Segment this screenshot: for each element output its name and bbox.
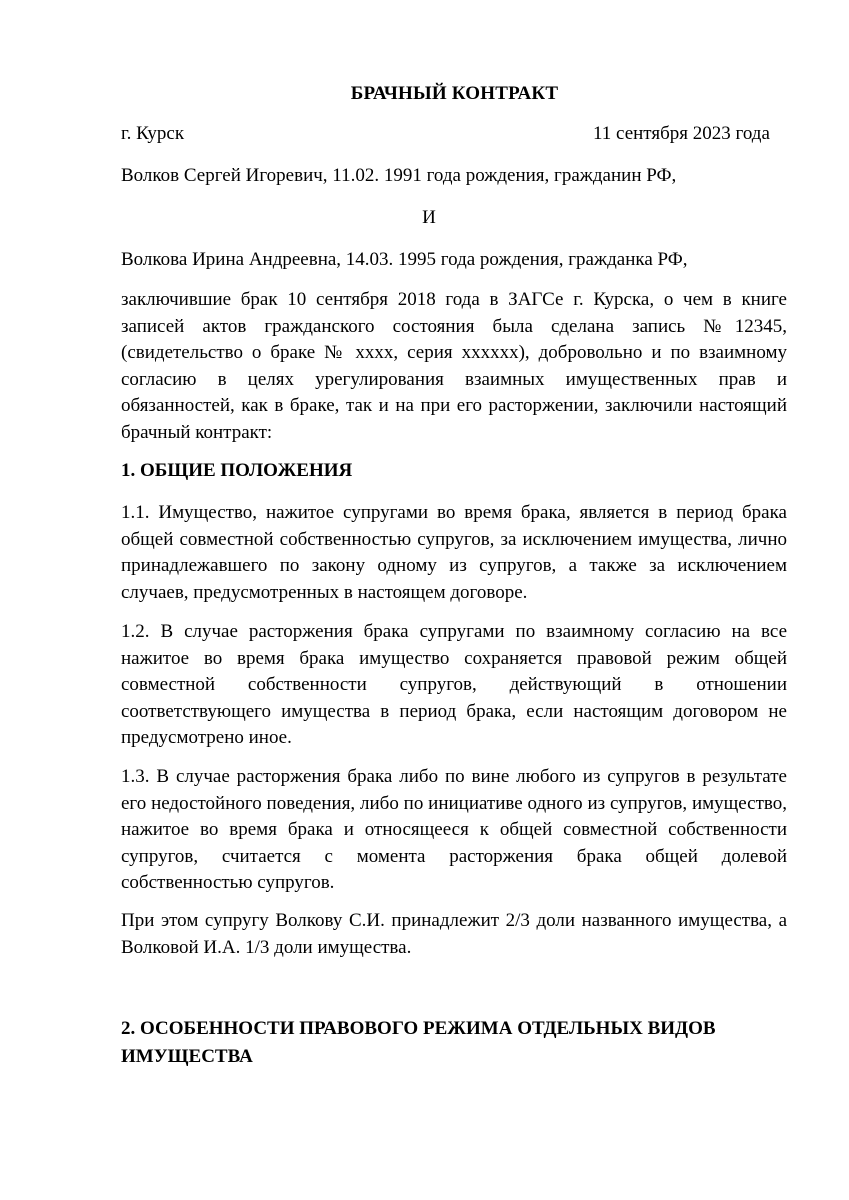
party-husband: Волков Сергей Игоревич, 11.02. 1991 года рождения, гражданин РФ, xyxy=(121,165,677,186)
section-2-heading: 2. ОСОБЕННОСТИ ПРАВОВОГО РЕЖИМА ОТДЕЛЬНЫХ ВИДОВ ИМУЩЕСТВА xyxy=(121,1018,716,1067)
clause-1-2: 1.2. В случае расторжения брака супругами по взаимному согласию на все нажитое во время брака имущество сохраняется правовой режим общей совместной собственности супругов, действующий в отношении соответствующего имущества в период брака, если настоящим договором не предусмотрено иное. xyxy=(121,621,787,748)
clause-1-3: 1.3. В случае расторжения брака либо по вине любого из супругов в результате его недостойного поведения, либо по инициативе одного из супругов, имущество, нажитое во время брака и относящееся к общей совместной собственности супругов, считается с момента расторжения брака общей долевой собственностью супругов. xyxy=(121,766,787,893)
intro-paragraph: заключившие брак 10 сентября 2018 года в ЗАГСе г. Курска, о чем в книге записей актов гражданского состояния была сделана запись №12345, (свидетельство о браке № хххх, серия хххххх), добровольно и по взаимному согласию в целях урегулирования взаимных имущественных прав и обязанностей, как в браке, так и на при его расторжении, заключили настоящий брачный контракт: xyxy=(121,289,787,443)
document-title: БРАЧНЫЙ КОНТРАКТ xyxy=(350,83,559,104)
contract-date: 11 сентября 2023 года xyxy=(593,123,770,144)
city: г. Курск xyxy=(121,123,185,144)
section-1-heading: 1. ОБЩИЕ ПОЛОЖЕНИЯ xyxy=(121,460,353,481)
clause-1-1: 1.1. Имущество, нажитое супругами во время брака, является в период брака общей совместной собственностью супругов, за исключением имущества, лично принадлежавшего по закону одному из супругов, а также за исключением случаев, предусмотренных в настоящем договоре. xyxy=(121,502,787,603)
conjunction: И xyxy=(422,207,436,228)
party-wife: Волкова Ирина Андреевна, 14.03. 1995 года рождения, гражданка РФ, xyxy=(121,249,688,270)
clause-1-3-shares: При этом супругу Волкову С.И. принадлежит 2/3 доли названного имущества, а Волковой И.А. 1/3 доли имущества. xyxy=(121,910,787,958)
